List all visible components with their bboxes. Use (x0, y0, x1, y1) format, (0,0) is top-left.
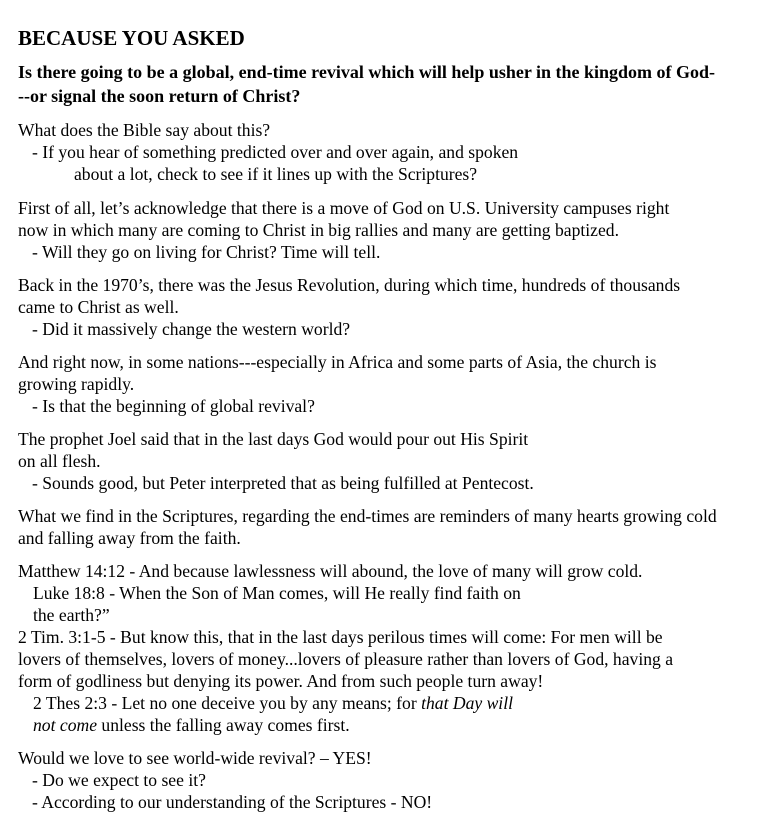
paragraph-line: came to Christ as well. (18, 297, 179, 317)
paragraph-line: now in which many are coming to Christ in big rallies and many are getting baptized. (18, 220, 619, 240)
paragraph-jesus-revolution (18, 274, 763, 340)
paragraph-end-times (18, 505, 763, 549)
scripture-timothy: 2 Tim. 3:1-5 - But know this, that in the last days perilous times will come: For men will be (18, 627, 663, 647)
thessalonians-italic-text: not come (33, 715, 98, 735)
scripture-timothy-continuation: form of godliness but denying its power. And from such people turn away! (18, 671, 544, 691)
scripture-timothy-continuation: lovers of themselves, lovers of money...lovers of pleasure rather than lovers of God, having a (18, 649, 674, 669)
paragraph-line: on all flesh. (18, 451, 101, 471)
scripture-matthew: Matthew 14:12 - And because lawlessness will abound, the love of many will grow cold. (18, 561, 643, 581)
bullet-point: - Is that the beginning of global revival? (32, 396, 315, 416)
paragraph-campuses (18, 197, 763, 263)
paragraph-bible (18, 119, 763, 185)
paragraph-joel (18, 428, 763, 494)
bullet-point: - Will they go on living for Christ? Time will tell. (32, 242, 381, 262)
paragraph-line: What we find in the Scriptures, regarding the end-times are reminders of many hearts growing cold (18, 506, 717, 526)
scripture-luke-continuation: the earth?” (33, 605, 110, 625)
paragraph-line: and falling away from the faith. (18, 528, 241, 548)
thessalonians-text: 2 Thes 2:3 - Let no one deceive you by any means; for (33, 693, 422, 713)
paragraph-line: First of all, let’s acknowledge that there is a move of God on U.S. University campuses right (18, 198, 670, 218)
scripture-thessalonians (18, 692, 763, 714)
bullet-point: - According to our understanding of the Scriptures - NO! (32, 792, 433, 812)
bullet-continuation: about a lot, check to see if it lines up with the Scriptures? (74, 164, 478, 184)
paragraph-line: And right now, in some nations---especially in Africa and some parts of Asia, the church is (18, 352, 657, 372)
scripture-thessalonians-continuation (18, 714, 763, 736)
lead-question (18, 60, 766, 108)
scripture-luke: Luke 18:8 - When the Son of Man comes, will He really find faith on (33, 583, 521, 603)
paragraph-line: growing rapidly. (18, 374, 135, 394)
paragraph-conclusion (18, 747, 763, 813)
thessalonians-text: unless the falling away comes first. (97, 715, 350, 735)
question-line-1: Is there going to be a global, end-time revival which will help usher in the kingdom of God- (18, 62, 716, 82)
question-line-2: --or signal the soon return of Christ? (18, 86, 301, 106)
paragraph-nations (18, 351, 763, 417)
bullet-point: - If you hear of something predicted over and over again, and spoken (32, 142, 519, 162)
paragraph-line: What does the Bible say about this? (18, 120, 271, 140)
bullet-point: - Sounds good, but Peter interpreted that as being fulfilled at Pentecost. (32, 473, 534, 493)
bullet-point: - Did it massively change the western world? (32, 319, 351, 339)
page-title: BECAUSE YOU ASKED (18, 26, 245, 50)
thessalonians-italic-text: that Day will (421, 693, 513, 713)
paragraph-line: Back in the 1970’s, there was the Jesus Revolution, during which time, hundreds of thousands (18, 275, 681, 295)
bullet-point: - Do we expect to see it? (32, 770, 206, 790)
paragraph-line: Would we love to see world-wide revival? – YES! (18, 748, 372, 768)
paragraph-line: The prophet Joel said that in the last days God would pour out His Spirit (18, 429, 529, 449)
paragraph-scripture-quotes (18, 560, 763, 736)
